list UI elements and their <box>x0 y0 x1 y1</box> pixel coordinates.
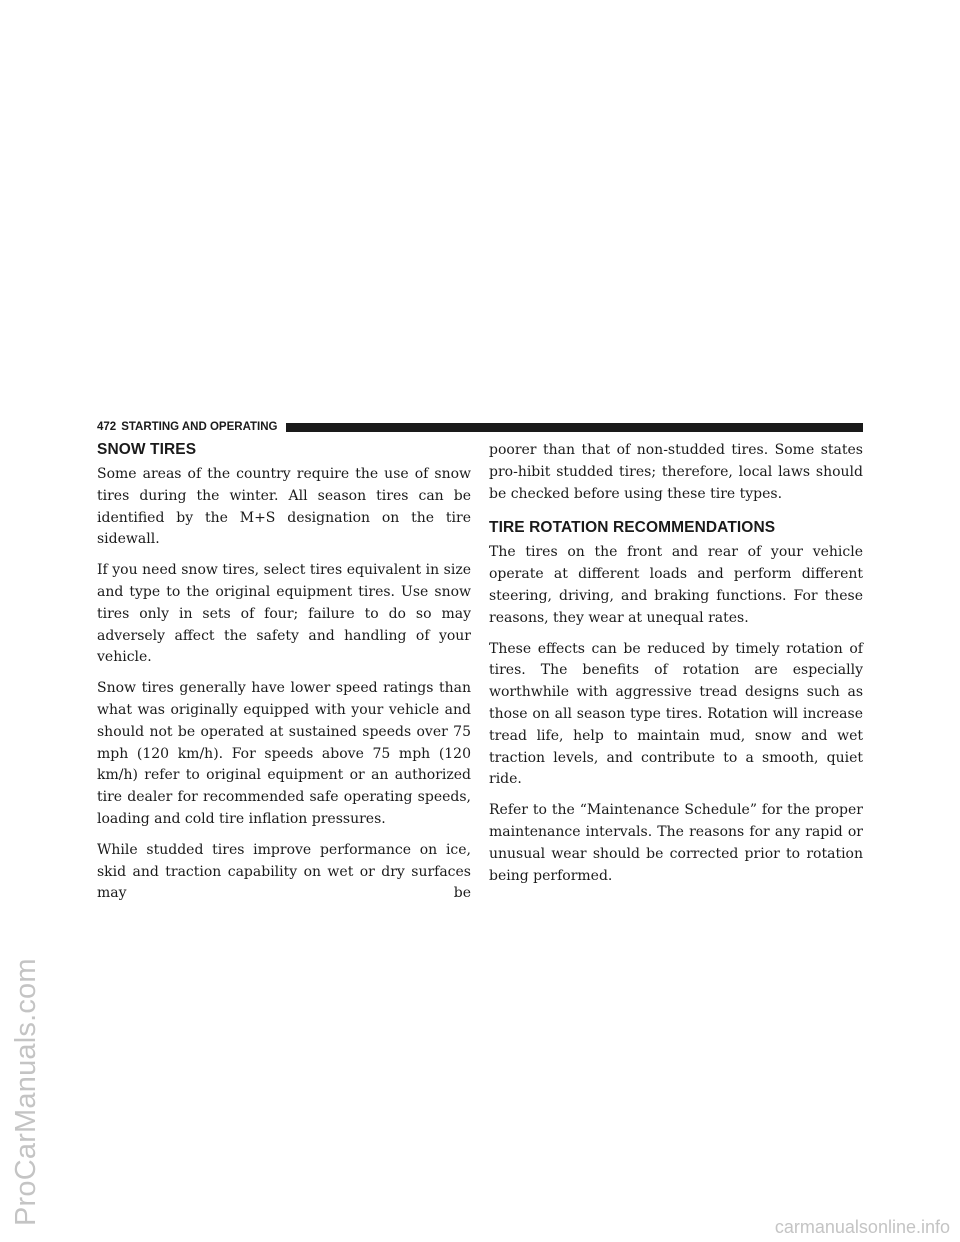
header-rule <box>286 423 864 432</box>
section-title: STARTING AND OPERATING <box>121 421 278 433</box>
bottom-watermark: carmanualsonline.info <box>774 1217 950 1237</box>
page-number: 472 <box>97 421 117 433</box>
paragraph: The tires on the front and rear of your vehicle operate at different loads and perform different steering, driving, and braking functions. For these reasons, they wear at unequal rates. <box>489 544 863 626</box>
snow-tires-heading: SNOW TIRES <box>97 441 197 458</box>
right-column <box>489 440 863 896</box>
paragraph: Some areas of the country require the use of snow tires during the winter. All season tires can be identified by the M+S designation on the tire sidewall. <box>97 466 471 548</box>
side-watermark: ProCarManuals.com <box>10 958 42 1226</box>
paragraph: These effects can be reduced by timely rotation of tires. The benefits of rotation are especially worthwhile with aggressive tread designs such as those on all season type tires. Rotation will increase tread life, help to maintain mud, snow and wet traction levels, and contribute to a smooth, quiet ride. <box>489 640 863 788</box>
continuation-paragraph: poorer than that of non-studded tires. Some states pro-hibit studded tires; therefore, local laws should be checked before using these tire types. <box>489 442 863 502</box>
left-column <box>97 440 471 914</box>
tire-rotation-heading: TIRE ROTATION RECOMMENDATIONS <box>489 519 776 537</box>
paragraph: Refer to the “Maintenance Schedule” for the proper maintenance intervals. The reasons for any rapid or unusual wear should be corrected prior to rotation being performed. <box>489 802 863 884</box>
page-header <box>97 419 863 435</box>
paragraph: Snow tires generally have lower speed ratings than what was originally equipped with your vehicle and should not be operated at sustained speeds over 75 mph (120 km/h). For speeds above 75 mph (120 km/h) refer to original equipment or an authorized tire dealer for recommended safe operating speeds, loading and cold tire inflation pressures. <box>97 680 471 827</box>
paragraph: If you need snow tires, select tires equivalent in size and type to the original equipment tires. Use snow tires only in sets of four; failure to do so may adversely affect the safety and handling of your vehicle. <box>97 562 471 666</box>
paragraph: While studded tires improve performance on ice, skid and traction capability on wet or dry surfaces may be <box>97 841 471 902</box>
